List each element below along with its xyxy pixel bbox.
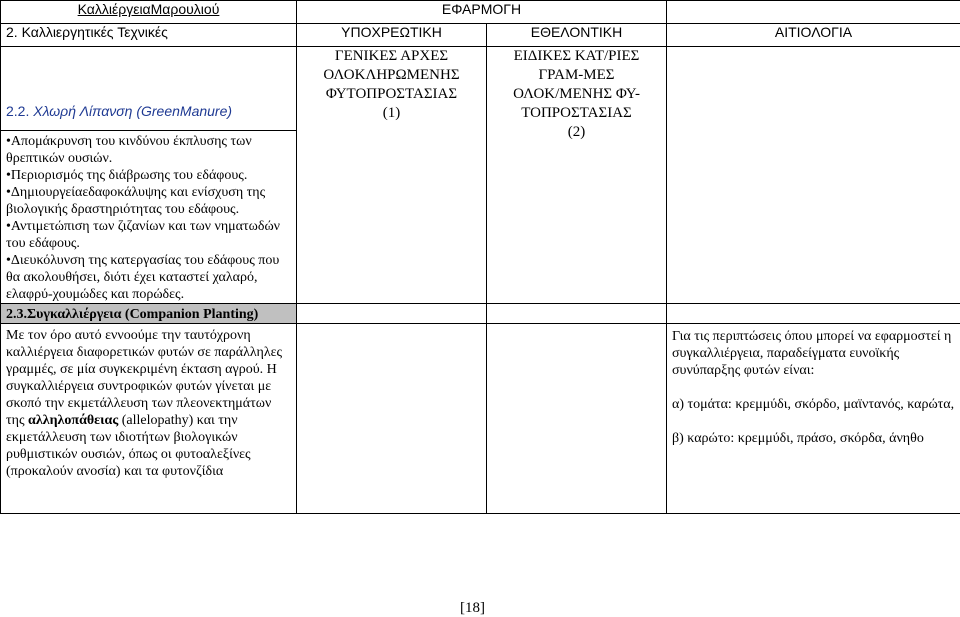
special-line-4: ΤΟΠΡΟΣΤΑΣΙΑΣ: [521, 105, 632, 121]
companion-text-part-2: (allelopathy) και την εκμετάλλευση των ιδιοτήτων βιολογικών ρυθμιστικών ουσιών, όπως οι φυτοαλεξίνες (προκαλούν ανοσία) και τα φυτονζίδια: [6, 413, 251, 479]
companion-title-row: [1, 304, 960, 324]
companion-justification-cell: [667, 324, 960, 514]
green-manure-title: Χλωρή Λίπανση (GreenManure): [33, 103, 233, 119]
example-a: α) τομάτα: κρεμμύδι, σκόρδο, μαϊντανός, καρώτα,: [672, 397, 955, 412]
companion-row: [1, 324, 960, 514]
empty-cell: [667, 304, 960, 324]
spacer: [672, 379, 955, 396]
spacer: [672, 413, 955, 430]
empty-cell: [487, 304, 667, 324]
green-manure-row: [1, 47, 960, 304]
special-categories-heading: [492, 47, 661, 142]
companion-special-cell: [487, 324, 667, 514]
section-title: 2. Καλλιεργητικές Τεχνικές: [1, 24, 297, 47]
general-line-3: ΦΥΤΟΠΡΟΣΤΑΣΙΑΣ: [325, 86, 458, 102]
justification-header: ΑΙΤΙΟΛΟΓΙΑ: [667, 24, 960, 47]
list-item: • Διευκόλυνση της κατεργασίας του εδάφους που θα ακολουθήσει, διότι έχει καταστεί χαλαρό, ελαφρύ-χουμώδες και πορώδες.: [6, 252, 291, 303]
allelopathy-term: αλληλοπάθειας: [28, 413, 119, 428]
general-line-1: ΓΕΝΙΚΕΣ ΑΡΧΕΣ: [334, 48, 449, 64]
page-number: [18]: [460, 600, 485, 616]
special-line-1: ΕΙΔΙΚΕΣ ΚΑΤ/ΡΙΕΣ: [513, 48, 640, 64]
list-item: • Αντιμετώπιση των ζιζανίων και των νηματωδών του εδάφους.: [6, 218, 291, 252]
special-categories-cell: [487, 47, 667, 304]
general-principles-cell: [297, 47, 487, 304]
green-manure-cell: [1, 47, 297, 304]
companion-paragraph: [6, 327, 291, 480]
general-line-4: (1): [382, 105, 401, 121]
benefits-list: [1, 130, 296, 303]
header-row-2: [1, 24, 960, 47]
application-header: ΕΦΑΡΜΟΓΗ: [297, 1, 667, 24]
special-line-3: ΟΛΟΚ/ΜΕΝΗΣ ΦΥ-: [513, 86, 640, 102]
justification-intro: Για τις περιπτώσεις όπου μπορεί να εφαρμοστεί η συγκαλλιέργεια, παραδείγματα ευνοϊκής συνύπαρξης φυτών είναι:: [672, 329, 952, 378]
empty-header-cell: [667, 1, 960, 24]
general-line-2: ΟΛΟΚΛΗΡΩΜΕΝΗΣ: [323, 67, 460, 83]
header-row-1: [1, 1, 960, 24]
companion-text-part-1: Με τον όρο αυτό εννοούμε την ταυτόχρονη καλλιέργεια διαφορετικών φυτών σε παράλληλες γραμμές, σε μία συγκεκριμένη έκταση αγρού. Η συγκαλλιέργεια συντροφικών φυτών γίνεται με σκοπό την εκμετάλλευση των πλεονεκτημάτων της: [6, 328, 283, 428]
general-principles-heading: [302, 47, 481, 123]
list-item: • Περιορισμός της διάβρωσης του εδάφους.: [6, 167, 291, 184]
green-manure-number: 2.2.: [6, 103, 30, 119]
companion-general-cell: [297, 324, 487, 514]
companion-title: 2.3.Συγκαλλιέργεια (Companion Planting): [1, 304, 297, 324]
companion-text-cell: [1, 324, 297, 514]
voluntary-header: ΕΘΕΛΟΝΤΙΚΗ: [487, 24, 667, 47]
green-manure-justification-cell: [667, 47, 960, 304]
list-item: • Δημιουργείαεδαφοκάλυψης και ενίσχυση της βιολογικής δραστηριότητας του εδάφους.: [6, 184, 291, 218]
green-manure-heading: [6, 103, 291, 120]
example-b: β) καρώτο: κρεμμύδι, πράσο, σκόρδα, άνηθο: [672, 431, 924, 446]
list-item: • Απομάκρυνση του κινδύνου έκπλυσης των θρεπτικών ουσιών.: [6, 133, 291, 167]
special-line-2: ΓΡΑΜ-ΜΕΣ: [538, 67, 615, 83]
crop-name-cell: [1, 1, 297, 24]
special-line-5: (2): [567, 124, 586, 140]
empty-cell: [297, 304, 487, 324]
mandatory-header: ΥΠΟΧΡΕΩΤΙΚΗ: [297, 24, 487, 47]
crop-name: ΚαλλιέργειαΜαρουλιού: [77, 1, 220, 17]
